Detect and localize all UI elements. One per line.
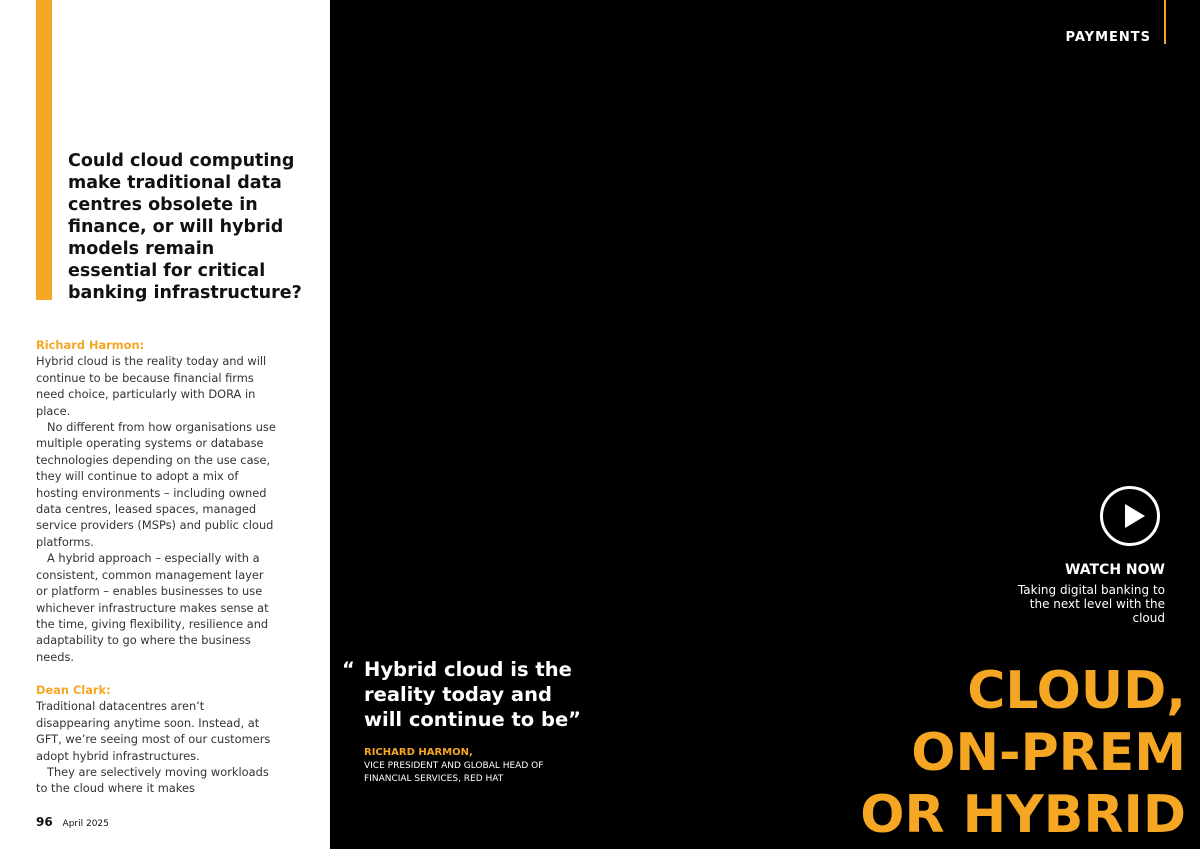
page-footer (36, 815, 109, 829)
speaker-name: Richard Harmon: (36, 338, 145, 352)
headline-line: ON-PREM (911, 723, 1186, 783)
pull-quote-text: Hybrid cloud is the reality today and will continue to be” (364, 658, 581, 731)
answer-paragraph: They are selectively moving workloads to the cloud where it makes (36, 765, 269, 796)
play-button[interactable] (1100, 486, 1160, 546)
pull-quote (342, 657, 592, 732)
page-number: 96 (36, 815, 53, 829)
answer-richard-harmon (36, 337, 276, 665)
answer-paragraph: No different from how organisations use multiple operating systems or database technologies depending on the use case, they will continue to adopt a mix of hosting environments – including owned data centres, leased spaces, managed service providers (MSPs) and public cloud platforms. (36, 420, 276, 549)
open-quote-mark: “ (342, 658, 355, 681)
answer-paragraph: Hybrid cloud is the reality today and will continue to be because financial firms need choice, particularly with DORA in place. (36, 354, 267, 418)
issue-date: April 2025 (62, 819, 109, 829)
watch-now-link[interactable]: WATCH NOW (1064, 562, 1165, 578)
answer-paragraph: A hybrid approach – especially with a consistent, common management layer or platform – enables businesses to use whichever infrastructure makes sense at the time, giving flexibility, resilience and adaptability to go where the business needs. (36, 551, 269, 664)
headline-line: OR HYBRID (860, 785, 1186, 845)
section-label: PAYMENTS (1065, 30, 1151, 45)
answer-dean-clark (36, 682, 276, 797)
speaker-name: Dean Clark: (36, 683, 111, 697)
answer-paragraph: Traditional datacentres aren’t disappearing anytime soon. Instead, at GFT, we’re seeing most of our customers adopt hybrid infrastructures. (36, 699, 271, 763)
interview-question: Could cloud computing make traditional data centres obsolete in finance, or will hybrid models remain essential for critical banking infrastructure? (68, 151, 302, 303)
section-divider (1164, 0, 1166, 44)
accent-bar (36, 0, 52, 300)
headline-line: CLOUD, (967, 661, 1186, 721)
quote-attribution-name: RICHARD HARMON, (364, 747, 473, 758)
quote-attribution-title: VICE PRESIDENT AND GLOBAL HEAD OF FINANCIAL SERVICES, RED HAT (364, 761, 544, 784)
article-headline (860, 660, 1186, 846)
right-page (330, 0, 1200, 849)
video-description: Taking digital banking to the next level with the cloud (1017, 583, 1165, 625)
left-page (0, 0, 330, 849)
play-icon (1125, 504, 1145, 528)
